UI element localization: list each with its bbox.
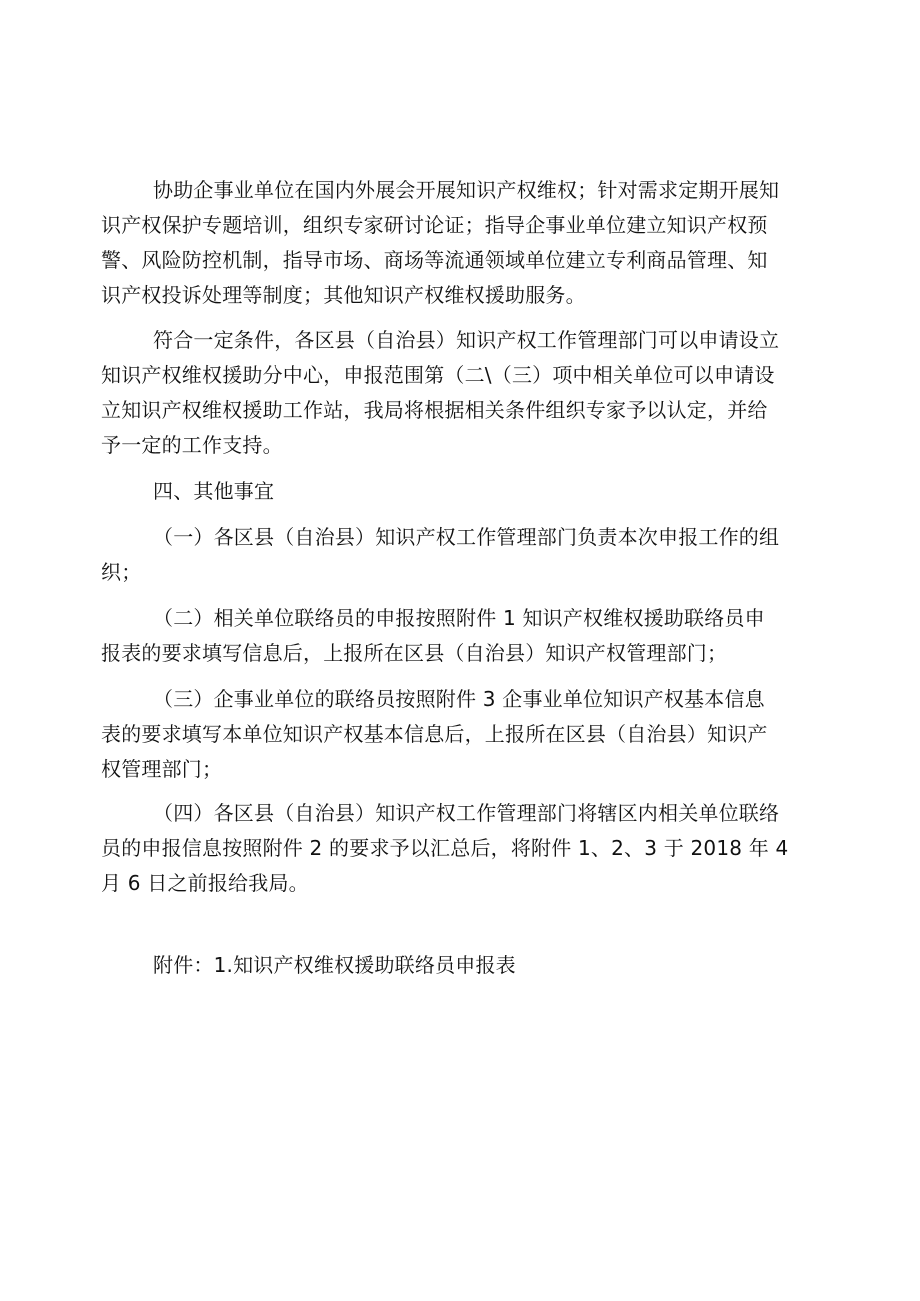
text-line: 月 6 日之前报给我局。 bbox=[101, 871, 309, 895]
text-line: 表的要求填写本单位知识产权基本信息后，上报所在区县（自治县）知识产 bbox=[101, 722, 768, 746]
paragraph-conditions bbox=[101, 323, 819, 463]
text-line: 符合一定条件，各区县（自治县）知识产权工作管理部门可以申请设立 bbox=[153, 328, 780, 352]
text-line: （三）企事业单位的联络员按照附件 3 企事业单位知识产权基本信息 bbox=[153, 687, 765, 711]
text-line: 予一定的工作支持。 bbox=[101, 433, 283, 457]
section-heading: 四、其他事宜 bbox=[153, 479, 275, 503]
text-line: 识产权保护专题培训，组织专家研讨论证；指导企事业单位建立知识产权预 bbox=[101, 213, 768, 237]
document-body bbox=[101, 173, 819, 983]
item-four bbox=[101, 796, 819, 901]
text-line: 协助企事业单位在国内外展会开展知识产权维权；针对需求定期开展知 bbox=[153, 178, 780, 202]
text-line: 员的申报信息按照附件 2 的要求予以汇总后，将附件 1、2、3 于 2018 年 4 bbox=[101, 836, 789, 860]
text-line: 报表的要求填写信息后，上报所在区县（自治县）知识产权管理部门； bbox=[101, 641, 728, 665]
text-line: 识产权投诉处理等制度；其他知识产权维权援助服务。 bbox=[101, 283, 586, 307]
text-line: （四）各区县（自治县）知识产权工作管理部门将辖区内相关单位联络 bbox=[153, 801, 780, 825]
section-heading-other-matters bbox=[101, 474, 819, 509]
text-line: 织； bbox=[101, 560, 142, 584]
attachment-section bbox=[101, 948, 819, 983]
text-line: （二）相关单位联络员的申报按照附件 1 知识产权维权援助联络员申 bbox=[153, 606, 765, 630]
paragraph-assist-rights bbox=[101, 173, 819, 313]
text-line: 立知识产权维权援助工作站，我局将根据相关条件组织专家予以认定，并给 bbox=[101, 398, 768, 422]
text-line: 权管理部门； bbox=[101, 757, 223, 781]
item-one bbox=[101, 520, 819, 590]
item-three bbox=[101, 682, 819, 787]
attachment-line: 附件：1.知识产权维权援助联络员申报表 bbox=[153, 953, 516, 977]
text-line: 知识产权维权援助分中心，申报范围第（二\（三）项中相关单位可以申请设 bbox=[101, 363, 775, 387]
text-line: 警、风险防控机制，指导市场、商场等流通领域单位建立专利商品管理、知 bbox=[101, 248, 768, 272]
item-two bbox=[101, 601, 819, 671]
text-line: （一）各区县（自治县）知识产权工作管理部门负责本次申报工作的组 bbox=[153, 525, 780, 549]
